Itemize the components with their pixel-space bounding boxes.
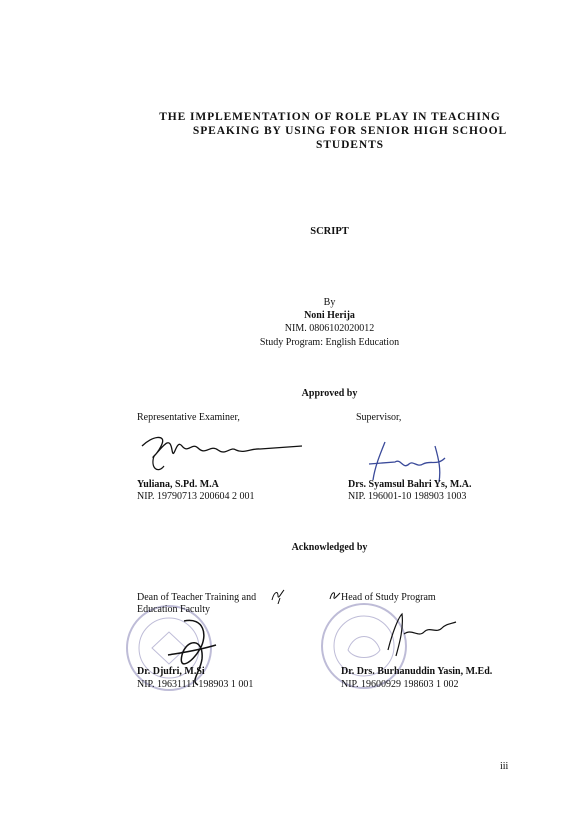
author-name: Noni Herija <box>304 310 355 321</box>
head-name: Dr. Drs. Burhanuddin Yasin, M.Ed. <box>341 666 493 677</box>
dean-nip: NIP. 19631111 198903 1 001 <box>137 679 254 690</box>
head-signature <box>378 610 458 660</box>
dean-initial-mark <box>270 588 286 604</box>
author-program: Study Program: English Education <box>259 337 400 348</box>
approved-heading: Approved by <box>301 388 358 399</box>
title-line-1: THE IMPLEMENTATION OF ROLE PLAY IN TEACHING <box>159 111 501 123</box>
document-title <box>140 110 520 152</box>
head-initial-mark <box>328 589 342 603</box>
title-line-2: SPEAKING BY USING FOR SENIOR HIGH SCHOOL <box>192 125 508 137</box>
acknowledged-heading: Acknowledged by <box>291 542 368 553</box>
head-nip: NIP. 19600929 198603 1 002 <box>341 679 459 690</box>
examiner-name: Yuliana, S.Pd. M.A <box>137 479 219 490</box>
doc-type-label: SCRIPT <box>310 226 349 237</box>
title-line-3: STUDENTS <box>316 139 384 151</box>
dean-role-line-2: Education Faculty <box>137 604 211 615</box>
examiner-role: Representative Examiner, <box>137 412 240 423</box>
supervisor-role: Supervisor, <box>356 412 402 423</box>
author-nim: NIM. 0806102020012 <box>284 323 375 334</box>
examiner-signature <box>140 428 305 480</box>
supervisor-nip: NIP. 196001-10 198903 1003 <box>348 491 467 502</box>
dean-name: Dr. Djufri, M.Si <box>137 666 205 677</box>
page-number: iii <box>500 761 509 772</box>
dean-role-line-1: Dean of Teacher Training and <box>137 592 257 603</box>
supervisor-name: Drs. Syamsul Bahri Ys, M.A. <box>348 479 472 490</box>
head-role: Head of Study Program <box>341 592 436 603</box>
by-label: By <box>323 297 336 308</box>
examiner-nip: NIP. 19790713 200604 2 001 <box>137 491 255 502</box>
